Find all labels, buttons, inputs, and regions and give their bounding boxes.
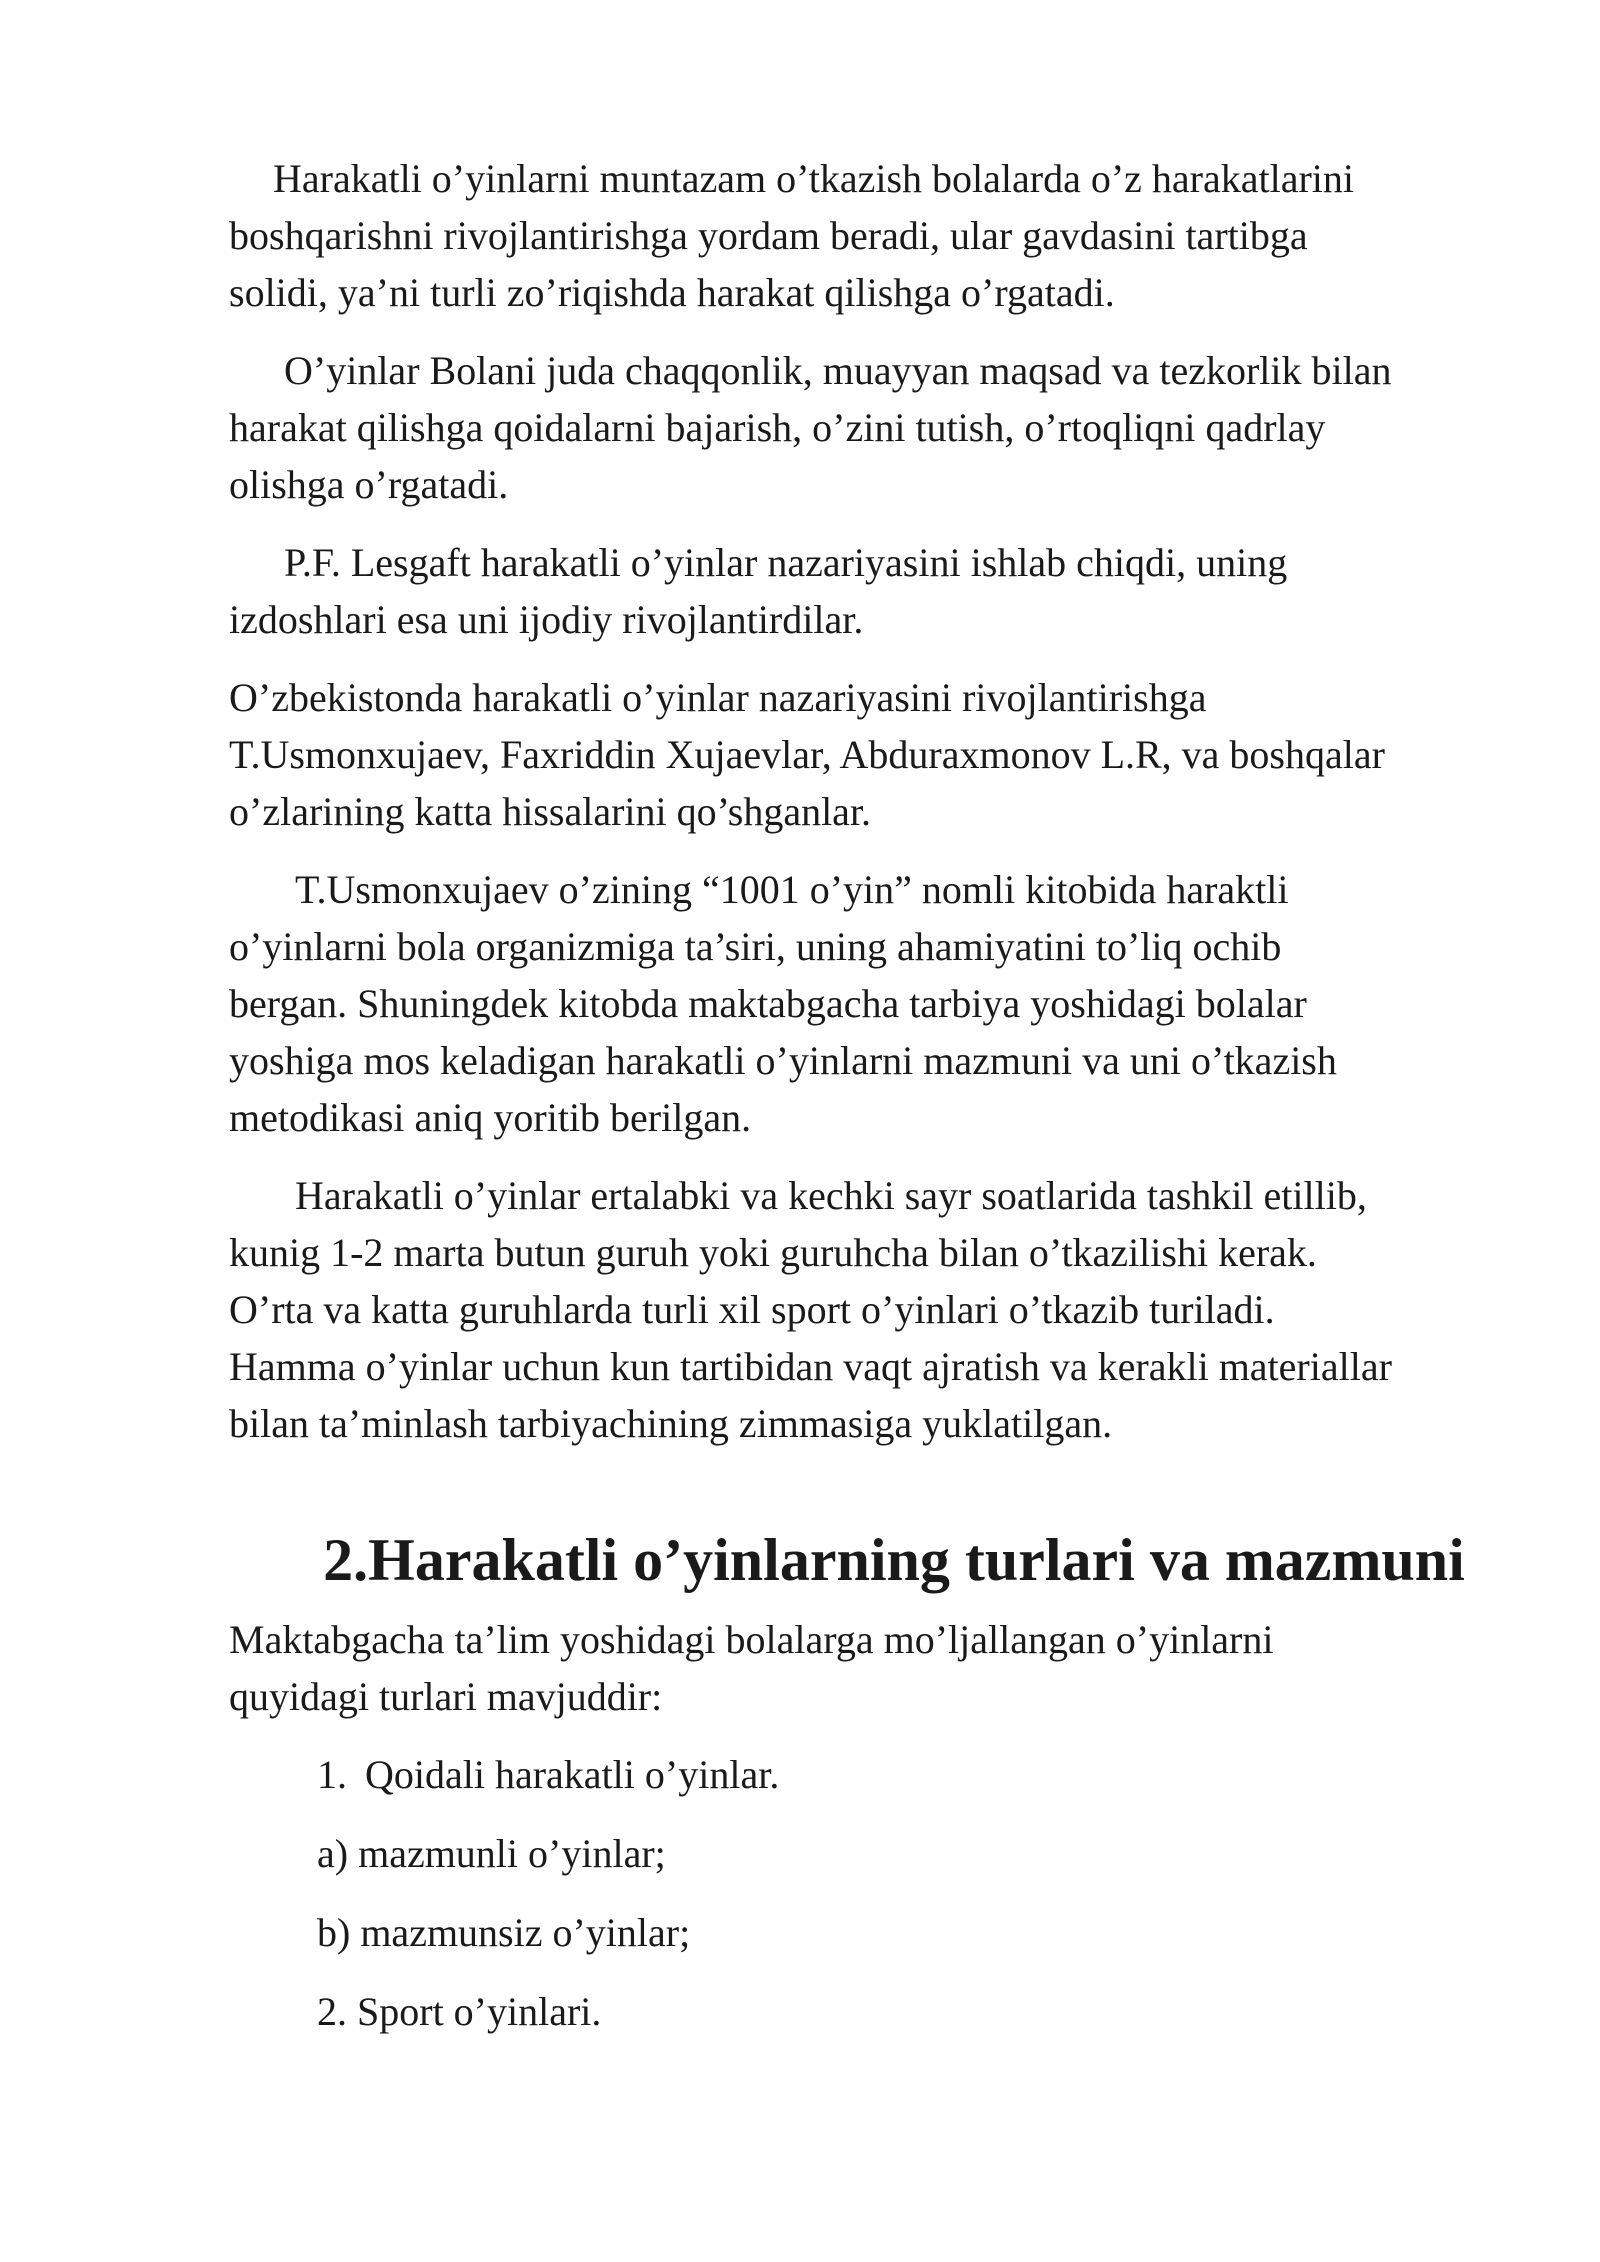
paragraph-5: T.Usmonxujaev o’zining “1001 o’yin” nomli kitobida haraktli o’yinlarni bola organizmiga ta’siri, uning ahamiyatini to’liq ochib bergan. Shuningdek kitobda maktabgacha tarbiya yoshidagi bolalar yoshiga mos keladigan harakatli o’yinlarni mazmuni va uni o’tkazish metodikasi aniq yoritib berilgan. (229, 867, 1337, 1140)
list-item (229, 1904, 1499, 1961)
list-item (229, 1983, 1499, 2040)
paragraph-2: O’yinlar Bolani juda chaqqonlik, muayyan maqsad va tezkorlik bilan harakat qilishga qoidalarni bajarish, o’zini tutish, o’rtoqliqni qadrlay olishga o’rgatadi. (229, 348, 1392, 507)
list-item-text: 2. Sport o’yinlari. (317, 1989, 602, 2034)
paragraph-3: P.F. Lesgaft harakatli o’yinlar nazariyasini ishlab chiqdi, uning izdoshlari esa uni ijodiy rivojlantirdilar. (229, 540, 1288, 642)
paragraph-1: Harakatli o’yinlarni muntazam o’tkazish bolalarda o’z harakatlarini boshqarishni rivojlantirishga yordam beradi, ular gavdasini tartibga solidi, ya’ni turli zo’riqishda harakat qilishga o’rgatadi. (229, 156, 1355, 315)
document-page (229, 150, 1499, 2062)
list-item-text: a) mazmunli o’yinlar; (317, 1831, 666, 1876)
list-item (229, 1825, 1499, 1882)
section-heading: 2.Harakatli o’yinlarning turlari va mazmuni (323, 1527, 1465, 1593)
list-item-marker: 1. (317, 1752, 347, 1797)
paragraph-6: Harakatli o’yinlar ertalabki va kechki sayr soatlarida tashkil etillib, kunig 1-2 marta butun guruh yoki guruhcha bilan o’tkazilishi kerak. O’rta va katta guruhlarda turli xil sport o’yinlari o’tkazib turiladi. Hamma o’yinlar uchun kun tartibidan vaqt ajratish va kerakli materiallar bilan ta’minlash tarbiyachining zimmasiga yuklatilgan. (229, 1173, 1392, 1446)
paragraph-4: O’zbekistonda harakatli o’yinlar nazariyasini rivojlantirishga T.Usmonxujaev, Faxriddin Xujaevlar, Abduraxmonov L.R, va boshqalar o’zlarining katta hissalarini qo’shganlar. (229, 675, 1385, 834)
section-intro: Maktabgacha ta’lim yoshidagi bolalarga mo’ljallangan o’yinlarni quyidagi turlari mavjuddir: (229, 1617, 1274, 1719)
list-item-text: Qoidali harakatli o’yinlar. (365, 1752, 780, 1797)
list-item (229, 1746, 1499, 1803)
list-item-text: b) mazmunsiz o’yinlar; (317, 1910, 691, 1955)
